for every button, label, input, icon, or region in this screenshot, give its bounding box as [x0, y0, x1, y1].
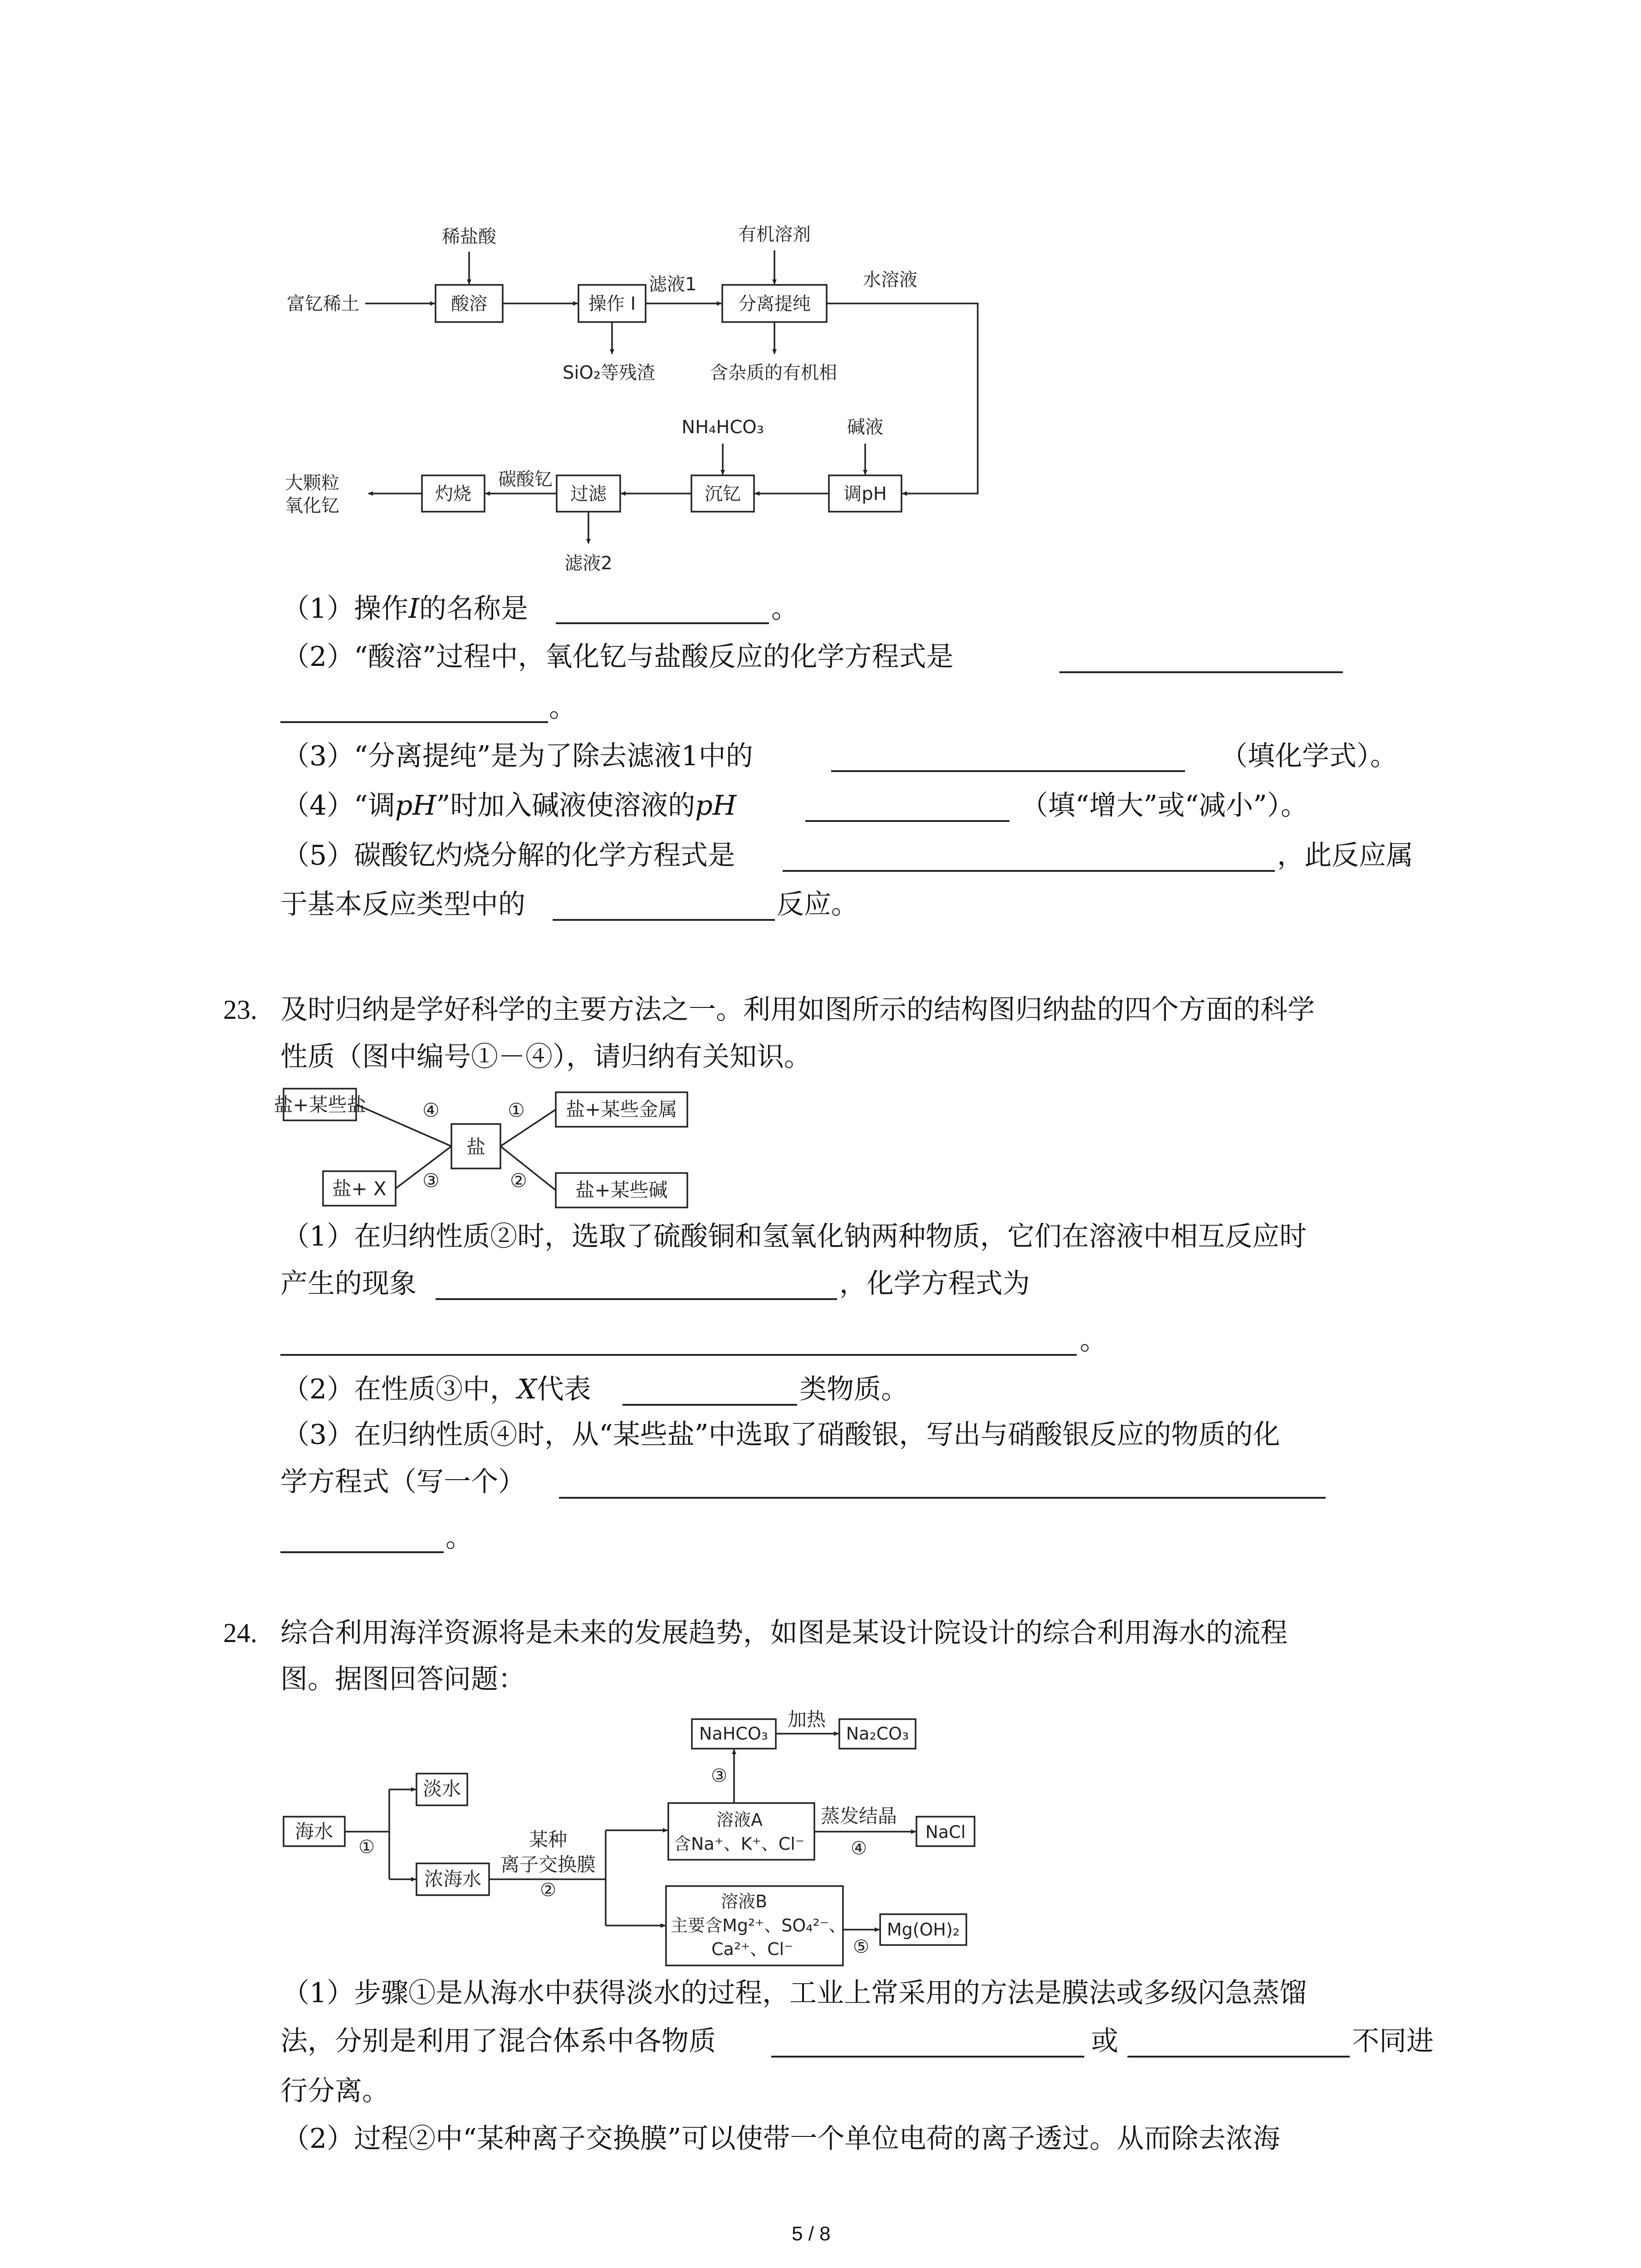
q22-part5-end: 反应。 — [777, 889, 858, 920]
yttrium-oxide-label: 氧化钇 — [285, 495, 339, 516]
q24-line1: 综合利用海洋资源将是未来的发展趋势，如图是某设计院设计的综合利用海水的流程 — [280, 1617, 1288, 1649]
salt-properties-diagram — [0, 1080, 1641, 1225]
num1-flow-label: ① — [358, 1837, 375, 1857]
q23-blank3a[interactable] — [559, 1497, 1326, 1499]
num5-flow-label: ⑤ — [853, 1936, 869, 1957]
aqueous-label: 水溶液 — [863, 269, 917, 290]
q23-part2: （2）在性质③中，X代表 — [282, 1374, 591, 1405]
q22-part1: （1）操作I的名称是 — [282, 593, 528, 625]
q24-number: 24. — [223, 1618, 257, 1648]
num3-flow-label: ③ — [711, 1765, 727, 1786]
q24-blank1a[interactable] — [771, 2056, 1084, 2058]
dilute-hcl-label: 稀盐酸 — [442, 226, 496, 247]
q24-part1-or: 或 — [1091, 2025, 1118, 2057]
alkali-label: 碱液 — [847, 417, 883, 438]
big-particles-label: 大颗粒 — [285, 473, 339, 494]
residue-label: SiO₂等残渣 — [563, 362, 656, 383]
q22-part2-end: 。 — [549, 692, 576, 723]
q23-part3b: 学方程式（写一个） — [280, 1466, 525, 1498]
solution-a-ions-label: 含Na⁺、K⁺、Cl⁻ — [674, 1834, 804, 1854]
q23-part1b: 产生的现象 — [280, 1268, 416, 1300]
seawater-label: 海水 — [294, 1820, 333, 1843]
q23-part3-end: 。 — [446, 1522, 473, 1554]
q22-part4-end: （填“增大”或“减小”）。 — [1021, 790, 1308, 821]
na2co3-label: Na₂CO₃ — [846, 1724, 909, 1744]
fresh-water-label: 淡水 — [422, 1778, 461, 1800]
salt-label: 盐 — [466, 1136, 486, 1158]
num3-label: ③ — [422, 1169, 440, 1192]
solution-a-label: 溶液A — [716, 1810, 763, 1830]
num2-flow-label: ② — [540, 1880, 556, 1901]
q22-part5b: 于基本反应类型中的 — [280, 889, 525, 920]
q22-blank3[interactable] — [831, 770, 1185, 772]
organic-solvent-label: 有机溶剂 — [738, 224, 811, 245]
nacl-label: NaCl — [925, 1822, 966, 1842]
q23-part2-end: 类物质。 — [799, 1374, 908, 1405]
q23-line2: 性质（图中编号①－④），请归纳有关知识。 — [280, 1041, 811, 1073]
q22-part4: （4）“调pH”时加入碱液使溶液的pH — [282, 790, 737, 821]
q24-part1-end: 不同进 — [1352, 2025, 1434, 2057]
evaporate-label: 蒸发结晶 — [820, 1805, 897, 1827]
q22-blank4[interactable] — [805, 820, 1009, 822]
salt-metal-label: 盐+某些金属 — [566, 1098, 677, 1120]
q22-part5-mid: ，此反应属 — [1277, 840, 1413, 871]
filtrate2-label: 滤液2 — [564, 553, 612, 574]
num1-label: ① — [508, 1099, 525, 1121]
q24-line2: 图。据图回答问题： — [280, 1663, 525, 1695]
rich-yttrium-earth-label: 富钇稀土 — [287, 293, 359, 314]
solution-b-ions1-label: 主要含Mg²⁺、SO₄²⁻、 — [671, 1916, 846, 1936]
q24-blank1b[interactable] — [1127, 2056, 1350, 2058]
yttrium-flow-diagram — [0, 0, 1641, 590]
q23-blank1a[interactable] — [436, 1298, 837, 1300]
salt-base-label: 盐+某些碱 — [575, 1179, 668, 1201]
num4-label: ④ — [422, 1099, 440, 1121]
solution-b-label: 溶液B — [720, 1892, 768, 1911]
concentrated-label: 浓海水 — [424, 1868, 482, 1890]
q22-blank1[interactable] — [556, 622, 769, 624]
heat-label: 加热 — [787, 1708, 826, 1730]
mgoh2-label: Mg(OH)₂ — [887, 1920, 960, 1940]
q24-part1c: 行分离。 — [280, 2075, 389, 2107]
salt-x-label: 盐+ X — [332, 1178, 387, 1200]
salt-salt-label: 盐+某些盐 — [274, 1094, 366, 1116]
organic-phase-label: 含杂质的有机相 — [710, 362, 837, 383]
q24-part1: （1）步骤①是从海水中获得淡水的过程，工业上常采用的方法是膜法或多级闪急蒸馏 — [282, 1977, 1307, 2009]
q23-blank3b[interactable] — [280, 1551, 444, 1553]
q22-blank2b[interactable] — [280, 721, 548, 723]
q22-part1-end: 。 — [771, 593, 798, 625]
q23-part1-end: 。 — [1080, 1325, 1107, 1356]
page-number: 5 / 8 — [792, 2223, 831, 2245]
q22-blank5a[interactable] — [783, 870, 1275, 872]
q22-blank5b[interactable] — [553, 919, 775, 921]
precipitate-label: 沉钇 — [705, 484, 741, 504]
yttrium-carbonate-label: 碳酸钇 — [498, 469, 553, 490]
q22-part5: （5）碳酸钇灼烧分解的化学方程式是 — [282, 840, 735, 871]
q23-blank1b[interactable] — [280, 1354, 1077, 1356]
nahco3-label: NaHCO₃ — [699, 1724, 768, 1744]
num2-label: ② — [510, 1169, 527, 1192]
q22-part2: （2）“酸溶”过程中，氧化钇与盐酸反应的化学方程式是 — [282, 641, 954, 673]
acid-dissolve-label: 酸溶 — [451, 293, 487, 314]
q24-part1b: 法，分别是利用了混合体系中各物质 — [280, 2025, 716, 2057]
num4-flow-label: ④ — [851, 1838, 867, 1859]
membrane-label: 离子交换膜 — [500, 1853, 596, 1876]
adjust-ph-label: 调pH — [843, 484, 887, 504]
separation-label: 分离提纯 — [738, 293, 811, 314]
q23-part3: （3）在归纳性质④时，从“某些盐”中选取了硝酸银，写出与硝酸银反应的物质的化 — [282, 1419, 1280, 1451]
q22-part3: （3）“分离提纯”是为了除去滤液1中的 — [282, 740, 753, 772]
q23-part1c: ，化学方程式为 — [839, 1268, 1030, 1300]
q24-part2: （2）过程②中“某种离子交换膜”可以使带一个单位电荷的离子透过。从而除去浓海 — [282, 2123, 1280, 2155]
operation1-label: 操作 I — [588, 293, 636, 314]
calcine-label: 灼烧 — [435, 484, 471, 504]
filtration-label: 过滤 — [570, 484, 607, 504]
q22-blank2a[interactable] — [1059, 671, 1343, 673]
q23-blank2[interactable] — [622, 1404, 797, 1406]
q22-part3-end: （填化学式）。 — [1220, 740, 1397, 772]
seawater-flow-diagram — [0, 1706, 1641, 1978]
filtrate1-label: 滤液1 — [649, 274, 697, 295]
nh4hco3-label: NH₄HCO₃ — [681, 417, 764, 438]
solution-b-ions2-label: Ca²⁺、Cl⁻ — [711, 1939, 794, 1959]
some-kind-label: 某种 — [529, 1828, 568, 1851]
q23-part1: （1）在归纳性质②时，选取了硫酸铜和氢氧化钠两种物质，它们在溶液中相互反应时 — [282, 1221, 1307, 1252]
q23-line1: 及时归纳是学好科学的主要方法之一。利用如图所示的结构图归纳盐的四个方面的科学 — [280, 994, 1315, 1026]
q23-number: 23. — [223, 995, 257, 1025]
